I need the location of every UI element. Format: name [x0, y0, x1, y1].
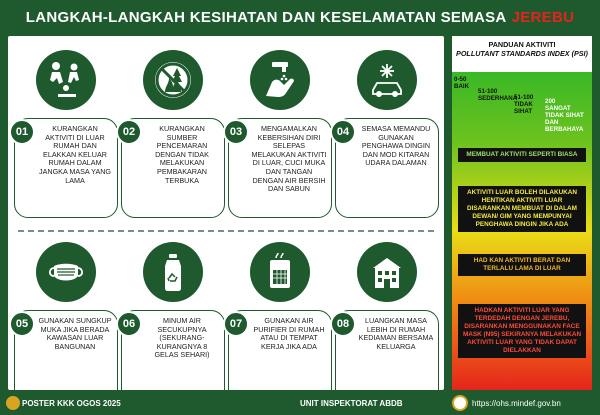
step-number: 07: [223, 311, 249, 337]
air-purifier-icon: [250, 242, 310, 302]
title-main: LANGKAH-LANGKAH KESIHATAN DAN KESELAMATAN SEMASA: [25, 8, 507, 26]
step-box: [14, 118, 118, 218]
psi-level-good: [454, 76, 478, 90]
step-8: [335, 242, 439, 410]
psi-range: 51-100: [514, 94, 534, 101]
psi-level-unhealthy: [514, 94, 544, 115]
step-text: GUNAKAN SUNGKUP MUKA JIKA BERADA KAWASAN LUAR BANGUNAN: [38, 316, 112, 351]
step-5: [14, 242, 118, 410]
footer: [0, 392, 600, 415]
psi-label: TIDAK SIHAT: [514, 101, 533, 115]
title-highlight: JEREBU: [511, 8, 575, 26]
step-2: [121, 50, 225, 218]
step-1: [14, 50, 118, 218]
step-text: LUANGKAN MASA LEBIH DI RUMAH KEDIAMAN BERSAMA KELUARGA: [358, 316, 434, 351]
step-7: [228, 242, 332, 410]
hand-washing-icon: [250, 50, 310, 110]
step-text: SEMASA MEMANDU GUNAKAN PENGHAWA DINGIN DAN MOD KITARAN UDARA DALAMAN: [361, 124, 431, 168]
step-3: [228, 50, 332, 218]
step-text: KURANGKAN AKTIVITI DI LUAR RUMAH DAN ELAKKAN KELUAR RUMAH DALAM JANGKA MASA YANG LAMA: [38, 124, 112, 185]
steps-panel: [8, 36, 444, 390]
footer-url-link[interactable]: https://ohs.mindef.gov.bn: [472, 399, 561, 408]
advice-unhealthy: HAD KAN AKTIVITI BERAT DAN TERLALU LAMA DI LUAR: [458, 254, 586, 276]
page-title: [0, 0, 600, 34]
step-box: [228, 118, 332, 218]
step-text: KURANGKAN SUMBER PENCEMARAN DENGAN TIDAK MELAKUKAN PEMBAKARAN TERBUKA: [155, 124, 209, 185]
psi-range: 200: [545, 98, 556, 105]
step-6: [121, 242, 225, 410]
no-burning-icon: [143, 50, 203, 110]
advice-moderate: AKTIVITI LUAR BOLEH DILAKUKAN HENTIKAN AKTIVITI LUAR DISARANKAN MEMBUAT DI DALAM DEWAN/ GIM YANG MEMPUNYAI PENGHAWA DINGIN JIKA ADA: [458, 186, 586, 232]
advice-hazardous: HADKAN AKTIVITI LUAR YANG TERDEDAH DENGAN JEREBU, DISARANKAN MENGGUNAKAN FACE MASK (N95) SEKIRANYA MELAKUKAN AKTIVITI LUAR YANG TIDAK DAPAT DIELAKKAN: [458, 304, 586, 358]
footer-unit-label: UNIT INSPEKTORAT ABDB: [300, 399, 403, 408]
outdoor-sports-icon: [36, 50, 96, 110]
advice-good: MEMBUAT AKTIVITI SEPERTI BIASA: [458, 148, 586, 162]
step-box: [335, 118, 439, 218]
step-number: 08: [330, 311, 356, 337]
step-number: 05: [9, 311, 35, 337]
step-4: [335, 50, 439, 218]
step-number: 01: [9, 119, 35, 145]
guide-subtitle: POLLUTANT STANDARDS INDEX (PSI): [456, 49, 588, 58]
step-number: 02: [116, 119, 142, 145]
psi-label: SANGAT TIDAK SIHAT DAN BERBAHAYA: [545, 105, 584, 133]
car-aircon-icon: [357, 50, 417, 110]
abdb-logo-icon: [452, 395, 468, 411]
step-number: 04: [330, 119, 356, 145]
psi-range: 51-100: [478, 88, 498, 95]
psi-level-moderate: [478, 88, 518, 102]
step-text: MINUM AIR SECUKUPNYA (SEKURANG-KURANGNYA 8 GELAS SEHARI): [154, 316, 210, 360]
step-box: [121, 118, 225, 218]
psi-label: BAIK: [454, 83, 470, 90]
kkk-logo-icon: [6, 396, 20, 410]
step-number: 03: [223, 119, 249, 145]
guide-title: PANDUAN AKTIVITI: [488, 40, 556, 49]
psi-guide-panel: [452, 36, 592, 390]
step-text: GUNAKAN AIR PURIFIER DI RUMAH ATAU DI TEMPAT KERJA JIKA ADA: [253, 316, 325, 351]
face-mask-icon: [36, 242, 96, 302]
dashed-divider: [18, 230, 434, 232]
home-building-icon: [357, 242, 417, 302]
guide-header: [452, 36, 592, 72]
psi-range: 0-50: [454, 76, 467, 83]
footer-poster-label: POSTER KKK OGOS 2025: [22, 399, 121, 408]
step-text: MENGAMALKAN KEBERSIHAN DIRI SELEPAS MELAKUKAN AKTIVITI DI LUAR, CUCI MUKA DAN TANGAN DENGAN AIR BERSIH DAN SABUN: [251, 124, 327, 194]
water-bottle-icon: [143, 242, 203, 302]
psi-level-hazardous: [545, 98, 591, 133]
step-number: 06: [116, 311, 142, 337]
psi-label: SEDERHANA: [478, 95, 518, 102]
